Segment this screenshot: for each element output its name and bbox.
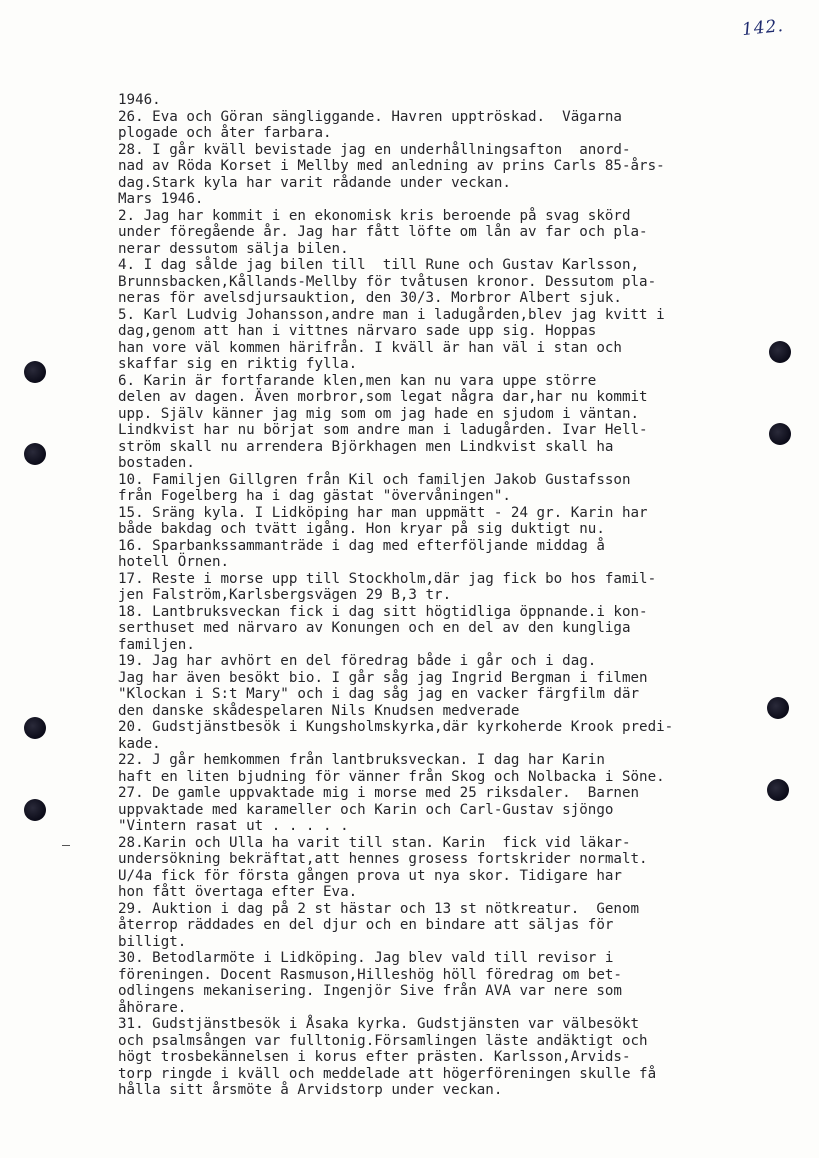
text-line: jen Falström,Karlsbergsvägen 29 B,3 tr. bbox=[118, 587, 452, 603]
text-line: nerar dessutom sälja bilen. bbox=[118, 240, 349, 257]
punch-hole bbox=[24, 799, 46, 821]
text-line: nad av Röda Korset i Mellby med anledning av prins Carls 85-års- bbox=[118, 158, 665, 174]
text-line: serthuset med närvaro av Konungen och en del av den kungliga bbox=[118, 620, 631, 636]
text-line: 26. Eva och Göran sängliggande. Havren upptröskad. Vägarna bbox=[118, 108, 622, 125]
text-line: 22. J går hemkommen från lantbruksveckan. I dag har Karin bbox=[118, 752, 605, 768]
text-line: 19. Jag har avhört en del föredrag både i går och i dag. bbox=[118, 653, 597, 669]
text-line: från Fogelberg ha i dag gästat "övervåningen". bbox=[118, 488, 511, 504]
text-line: 18. Lantbruksveckan fick i dag sitt högtidliga öppnande.i kon- bbox=[118, 603, 648, 620]
text-line: 30. Betodlarmöte i Lidköping. Jag blev vald till revisor i bbox=[118, 950, 614, 966]
text-line: familjen. bbox=[118, 636, 195, 653]
text-line: 6. Karin är fortfarande klen,men kan nu vara uppe större bbox=[118, 372, 597, 389]
punch-hole bbox=[24, 717, 46, 739]
text-line: haft en liten bjudning för vänner från Skog och Nolbacka i Söne. bbox=[118, 768, 665, 785]
text-line: Mars 1946. bbox=[118, 191, 204, 207]
text-line: han vore väl kommen härifrån. I kväll är han väl i stan och bbox=[118, 339, 622, 356]
text-line: ström skall nu arrendera Björkhagen men Lindkvist skall ha bbox=[118, 438, 614, 455]
text-line: och psalmsången var fulltonig.Församlingen läste andäktigt och bbox=[118, 1032, 648, 1049]
text-line: delen av dagen. Även morbror,som legat några dar,har nu kommit bbox=[118, 389, 648, 405]
text-line: bostaden. bbox=[118, 455, 195, 471]
text-line: 28.Karin och Ulla ha varit till stan. Karin fick vid läkar- bbox=[118, 834, 631, 851]
margin-mark bbox=[62, 845, 70, 846]
text-line: 20. Gudstjänstbesök i Kungsholmskyrka,där kyrkoherde Krook predi- bbox=[118, 719, 674, 735]
text-line: torp ringde i kväll och meddelade att högerföreningen skulle få bbox=[118, 1065, 657, 1082]
text-line: föreningen. Docent Rasmuson,Hilleshög höll föredrag om bet- bbox=[118, 966, 622, 983]
text-line: hotell Örnen. bbox=[118, 554, 230, 570]
text-line: 1946. bbox=[118, 92, 161, 108]
text-line: upp. Själv känner jag mig som om jag hade en sjudom i väntan. bbox=[118, 405, 640, 422]
text-line: 15. Sräng kyla. I Lidköping har man uppmätt - 24 gr. Karin har bbox=[118, 504, 648, 521]
text-line: Lindkvist har nu börjat som andre man i ladugården. Ivar Hell- bbox=[118, 422, 648, 438]
text-line: uppvaktade med karameller och Karin och Carl-Gustav sjöngo bbox=[118, 801, 614, 818]
text-line: billigt. bbox=[118, 933, 187, 950]
page-number: 142. bbox=[741, 15, 785, 41]
text-line: under föregående år. Jag har fått löfte om lån av far och pla- bbox=[118, 224, 648, 240]
diary-text bbox=[118, 92, 808, 1099]
text-line: skaffar sig en riktig fylla. bbox=[118, 356, 358, 372]
text-line: hålla sitt årsmöte å Arvidstorp under veckan. bbox=[118, 1082, 503, 1098]
text-line: återrop räddades en del djur och en bindare att säljas för bbox=[118, 917, 614, 933]
text-line: U/4a fick för första gången prova ut nya skor. Tidigare har bbox=[118, 867, 622, 884]
text-line: Brunnsbacken,Kållands-Mellby för tvåtusen kronor. Dessutom pla- bbox=[118, 273, 657, 290]
text-line: 27. De gamle uppvaktade mig i morse med 25 riksdaler. Barnen bbox=[118, 785, 640, 801]
text-line: Jag har även besökt bio. I går såg jag Ingrid Bergman i filmen bbox=[118, 669, 648, 686]
text-line: 29. Auktion i dag på 2 st hästar och 13 st nötkreatur. Genom bbox=[118, 900, 640, 917]
text-line: neras för avelsdjursauktion, den 30/3. Morbror Albert sjuk. bbox=[118, 290, 622, 306]
text-line: undersökning bekräftat,att hennes grosess fortskrider normalt. bbox=[118, 851, 648, 867]
text-line: 31. Gudstjänstbesök i Åsaka kyrka. Gudstjänsten var välbesökt bbox=[118, 1016, 640, 1032]
punch-hole bbox=[24, 443, 46, 465]
text-line: kade. bbox=[118, 735, 161, 752]
text-line: dag,genom att han i vittnes närvaro sade upp sig. Hoppas bbox=[118, 323, 597, 339]
text-line: odlingens mekanisering. Ingenjör Sive från AVA var nere som bbox=[118, 983, 622, 999]
text-line: 2. Jag har kommit i en ekonomisk kris beroende på svag skörd bbox=[118, 207, 631, 224]
text-line: plogade och åter farbara. bbox=[118, 125, 332, 141]
text-line: högt trosbekännelsen i korus efter prästen. Karlsson,Arvids- bbox=[118, 1049, 631, 1065]
text-line: "Klockan i S:t Mary" och i dag såg jag en vacker färgfilm där bbox=[118, 686, 640, 702]
text-line: dag.Stark kyla har varit rådande under veckan. bbox=[118, 174, 511, 191]
text-line: hon fått övertaga efter Eva. bbox=[118, 884, 358, 900]
text-line: 10. Familjen Gillgren från Kil och familjen Jakob Gustafsson bbox=[118, 471, 631, 488]
text-line: både bakdag och tvätt igång. Hon kryar på sig duktigt nu. bbox=[118, 521, 605, 537]
text-line: 17. Reste i morse upp till Stockholm,där jag fick bo hos famil- bbox=[118, 570, 657, 587]
text-line: åhörare. bbox=[118, 999, 187, 1016]
text-line: "Vintern rasat ut . . . . . bbox=[118, 818, 349, 834]
text-line: 28. I går kväll bevistade jag en underhållningsafton anord- bbox=[118, 141, 631, 158]
text-line: den danske skådespelaren Nils Knudsen medverade bbox=[118, 702, 520, 719]
punch-hole bbox=[24, 361, 46, 383]
text-line: 5. Karl Ludvig Johansson,andre man i ladugården,blev jag kvitt i bbox=[118, 306, 665, 323]
text-line: 16. Sparbankssammanträde i dag med efterföljande middag å bbox=[118, 537, 605, 554]
text-line: 4. I dag sålde jag bilen till till Rune och Gustav Karlsson, bbox=[118, 257, 640, 273]
